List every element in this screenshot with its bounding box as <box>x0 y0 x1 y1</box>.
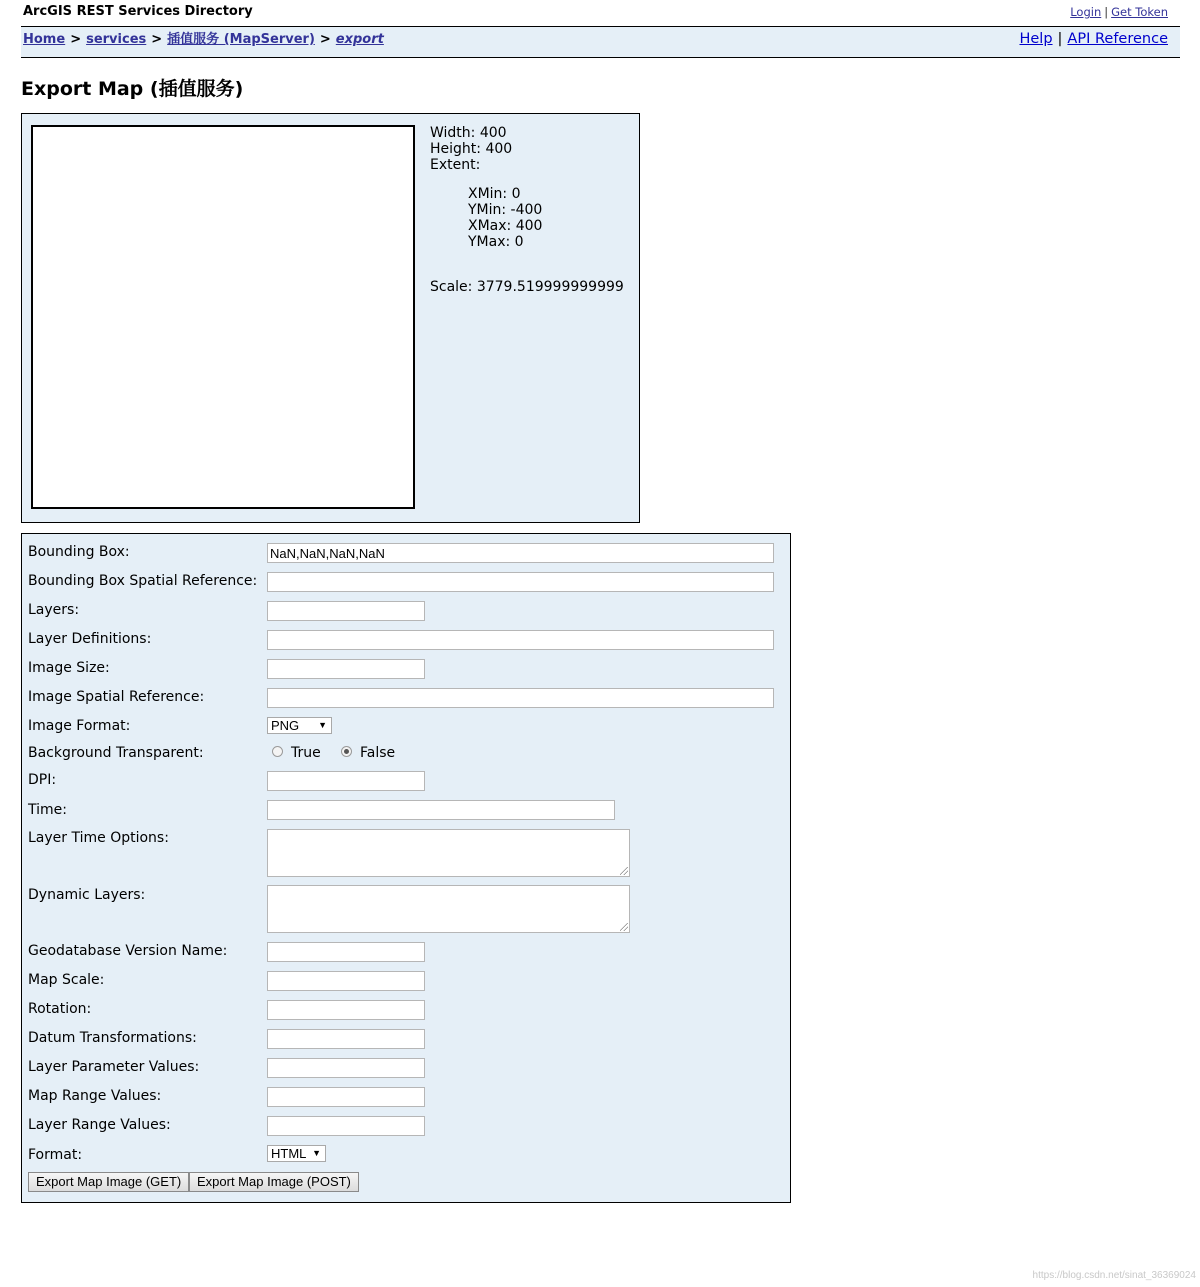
format-value: HTML <box>271 1146 307 1161</box>
bg-transparent-true-radio[interactable] <box>272 746 283 757</box>
export-get-button[interactable]: Export Map Image (GET) <box>28 1172 189 1192</box>
watermark: https://blog.csdn.net/sinat_36369024 <box>1032 1270 1196 1281</box>
breadcrumb <box>23 28 384 47</box>
map-extent <box>468 186 624 250</box>
map-range-values-label: Map Range Values: <box>28 1088 162 1104</box>
gdb-version-label: Geodatabase Version Name: <box>28 943 228 959</box>
time-label: Time: <box>28 802 67 818</box>
rotation-label: Rotation: <box>28 1001 92 1017</box>
resize-handle-icon[interactable] <box>620 867 628 875</box>
time-input[interactable] <box>267 800 615 820</box>
dynamic-layers-textarea[interactable] <box>267 885 630 933</box>
format-label: Format: <box>28 1147 83 1163</box>
export-form <box>21 533 791 1203</box>
image-sr-label: Image Spatial Reference: <box>28 689 205 705</box>
breadcrumb-arrow: > <box>151 32 163 47</box>
breadcrumb-services[interactable]: services <box>86 32 147 47</box>
extent-ymin: YMin: -400 <box>468 202 543 218</box>
gdb-version-input[interactable] <box>267 942 425 962</box>
breadcrumb-home[interactable]: Home <box>23 32 66 47</box>
image-size-input[interactable] <box>267 659 425 679</box>
map-scale-readout: Scale: 3779.519999999999 <box>430 279 624 295</box>
layer-range-values-label: Layer Range Values: <box>28 1117 171 1133</box>
layer-param-values-label: Layer Parameter Values: <box>28 1059 200 1075</box>
image-format-select[interactable] <box>267 717 332 734</box>
login-links <box>1070 5 1168 19</box>
help-separator: | <box>1057 31 1063 47</box>
breadcrumb-mapserver[interactable]: 插值服务 (MapServer) <box>167 32 315 47</box>
bbox-label: Bounding Box: <box>28 544 130 560</box>
extent-xmax: XMax: 400 <box>468 218 543 234</box>
page-title: Export Map (插值服务) <box>21 78 244 100</box>
rotation-input[interactable] <box>267 1000 425 1020</box>
layer-time-options-textarea[interactable] <box>267 829 630 877</box>
bg-transparent-false-radio[interactable] <box>341 746 352 757</box>
nav-bar <box>21 27 1180 58</box>
resize-handle-icon[interactable] <box>620 923 628 931</box>
format-select[interactable] <box>267 1145 326 1162</box>
layer-range-values-input[interactable] <box>267 1116 425 1136</box>
bbox-sr-input[interactable] <box>267 572 774 592</box>
bbox-input[interactable] <box>267 543 774 563</box>
chevron-down-icon: ▼ <box>318 720 327 730</box>
map-height: Height: 400 <box>430 141 513 157</box>
datum-transformations-label: Datum Transformations: <box>28 1030 197 1046</box>
map-extent-label: Extent: <box>430 157 481 173</box>
breadcrumb-arrow: > <box>70 32 82 47</box>
help-links <box>1019 31 1168 47</box>
map-image <box>31 125 415 509</box>
get-token-link[interactable]: Get Token <box>1111 5 1168 19</box>
login-link[interactable]: Login <box>1070 5 1102 19</box>
dpi-input[interactable] <box>267 771 425 791</box>
breadcrumb-arrow: > <box>319 32 331 47</box>
layer-time-options-label: Layer Time Options: <box>28 830 169 846</box>
map-width: Width: 400 <box>430 125 507 141</box>
api-reference-link[interactable]: API Reference <box>1067 31 1168 47</box>
image-size-label: Image Size: <box>28 660 110 676</box>
layer-defs-label: Layer Definitions: <box>28 631 152 647</box>
layer-defs-input[interactable] <box>267 630 774 650</box>
map-scale-input[interactable] <box>267 971 425 991</box>
directory-title: ArcGIS REST Services Directory <box>23 4 253 19</box>
dpi-label: DPI: <box>28 772 57 788</box>
map-info <box>430 125 624 295</box>
dynamic-layers-label: Dynamic Layers: <box>28 887 146 903</box>
map-scale-label: Map Scale: <box>28 972 105 988</box>
breadcrumb-export[interactable]: export <box>335 32 384 47</box>
map-preview-panel <box>21 113 640 523</box>
bg-transparent-false-label: False <box>360 745 396 761</box>
image-sr-input[interactable] <box>267 688 774 708</box>
map-range-values-input[interactable] <box>267 1087 425 1107</box>
layers-input[interactable] <box>267 601 425 621</box>
export-post-button[interactable]: Export Map Image (POST) <box>189 1172 359 1192</box>
datum-transformations-input[interactable] <box>267 1029 425 1049</box>
bg-transparent-label: Background Transparent: <box>28 745 204 761</box>
user-bar <box>21 0 1180 27</box>
image-format-value: PNG <box>271 718 300 733</box>
chevron-down-icon: ▼ <box>312 1148 321 1158</box>
extent-xmin: XMin: 0 <box>468 186 521 202</box>
bg-transparent-true-label: True <box>291 745 321 761</box>
layers-label: Layers: <box>28 602 80 618</box>
image-format-label: Image Format: <box>28 718 131 734</box>
extent-ymax: YMax: 0 <box>468 234 524 250</box>
login-separator: | <box>1104 5 1109 19</box>
help-link[interactable]: Help <box>1019 31 1053 47</box>
layer-param-values-input[interactable] <box>267 1058 425 1078</box>
bbox-sr-label: Bounding Box Spatial Reference: <box>28 573 258 589</box>
